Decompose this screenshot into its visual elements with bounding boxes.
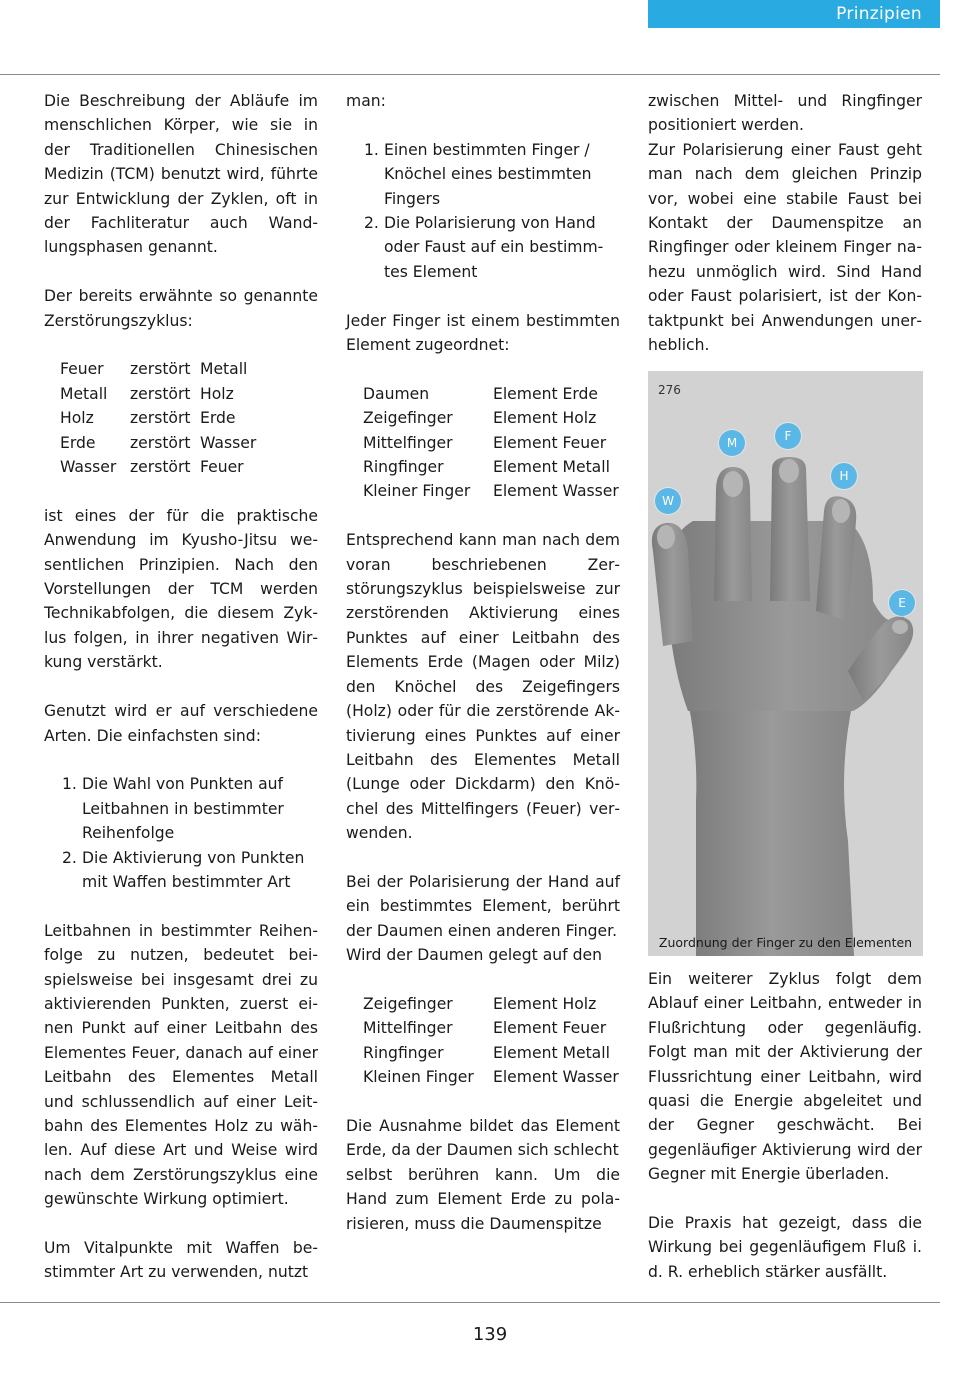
element-name: Element Metall	[493, 1043, 610, 1062]
nail-little	[657, 525, 675, 549]
paragraph: Die Beschreibung der Abläufe im menschlichen Körper, wie sie in der Traditionellen Chinesischen Medizin (TCM) benutzt wird, führte zur Entwicklung der Zyklen, oft in der Fachliteratur auch Wandlungsphasen genannt.	[44, 92, 318, 257]
thumb-contact-table	[363, 992, 619, 1090]
cycle-verb: zerstört	[130, 409, 191, 428]
element-name: Element Wasser	[493, 482, 619, 501]
figure-caption: Zuordnung der Finger zu den Elementen	[658, 935, 913, 950]
cycle-element: Holz	[60, 409, 94, 428]
marker-e: E	[889, 590, 915, 616]
list-number: 1.	[364, 140, 379, 159]
list-item	[364, 138, 620, 211]
paragraph: Ein weiterer Zyklus folgt dem Ablauf einer Leitbahn, entweder in Flußrichtung oder gegenläufig. Folgt man mit der Aktivierung der Flussrichtung einer Leitbahn, wird quasi die Energie abgeleitet und der Gegner geschwächt. Bei gegenläufiger Aktivierung wird der Gegner mit Energie überladen.	[648, 970, 922, 1184]
numbered-list	[62, 772, 318, 894]
cycle-element: Metall	[60, 384, 108, 403]
paragraph: Wird der Daumen gelegt auf den	[346, 946, 602, 965]
table-row	[60, 406, 256, 430]
list-number: 2.	[364, 214, 379, 233]
finger-name: Mittelfinger	[363, 1019, 453, 1038]
paragraph: Entsprechend kann man nach dem voran beschriebenen Zerstörungszyklus beispielsweise zur zerstörenden Aktivierung eines Punktes auf einer Leitbahn des Elements Erde (Magen oder Milz) den Knöchel des Zeigefingers (Holz) oder für die zerstörende Aktivierung eines Punktes auf einer Leitbahn des Elementes Metall (Lunge oder Dickdarm) den Knöchel des Mittelfingers (Feuer) verwenden.	[346, 531, 620, 843]
cycle-verb: zerstört	[130, 360, 191, 379]
element-name: Element Holz	[493, 994, 597, 1013]
element-name: Element Feuer	[493, 433, 607, 452]
paragraph: zwischen Mittel- und Ringfinger positioniert werden.	[648, 92, 922, 135]
list-text: Die Aktivierung von Punkten mit Waffen bestimmter Art	[82, 848, 305, 891]
paragraph: Die Ausnahme bildet das Element Erde, da der Daumen sich schlecht	[346, 1116, 620, 1160]
table-row	[363, 1016, 619, 1040]
finger-name: Kleinen Finger	[363, 1068, 474, 1087]
paragraph: Zur Polarisierung einer Faust geht man nach dem gleichen Prinzip vor, wobei eine stabile Faust bei Kontakt der Daumenspitze an Ringfinger oder kleinem Finger nahezu unmöglich wird. Sind Hand oder Faust polarisiert, ist der Kontaktpunkt bei Anwendungen unerheblich.	[648, 140, 922, 355]
nail-index	[832, 499, 850, 523]
table-row	[363, 455, 619, 479]
paragraph: Genutzt wird er auf verschiedene Arten. Die einfachsten sind:	[44, 702, 318, 745]
finger-name: Mittelfinger	[363, 433, 453, 452]
section-title: Prinzipien	[836, 4, 922, 24]
element-name: Element Erde	[493, 384, 598, 403]
element-name: Element Wasser	[493, 1068, 619, 1087]
marker-m: M	[719, 430, 745, 456]
table-row	[363, 431, 619, 455]
finger-element-table	[363, 382, 619, 504]
cycle-target: Holz	[200, 384, 234, 403]
cycle-target: Erde	[200, 409, 236, 428]
list-text: Einen bestimmten Finger / Knöchel eines bestimmten Fingers	[384, 140, 592, 208]
paragraph: ist eines der für die praktische Anwendung im Kyusho-Jitsu wesentlichen Prinzipien. Nach den Vorstellungen der TCM werden Technikabfolgen, die diesem Zyklus folgen, in ihrer negativen Wirkung verstärkt.	[44, 506, 318, 672]
section-header-tab	[648, 0, 940, 28]
cycle-target: Metall	[200, 360, 248, 379]
paragraph: man:	[346, 92, 386, 110]
paragraph: Jeder Finger ist einem bestimmten Element zugeordnet:	[346, 311, 620, 355]
table-row	[363, 479, 619, 503]
column-3-lower	[648, 967, 922, 1284]
table-row	[60, 431, 256, 455]
nail-middle	[779, 459, 799, 483]
top-rule	[0, 74, 940, 75]
finger-name: Ringfinger	[363, 458, 444, 477]
element-name: Element Feuer	[493, 1019, 607, 1038]
finger-name: Zeigefinger	[363, 994, 453, 1013]
cycle-element: Erde	[60, 433, 96, 452]
nail-ring	[723, 471, 743, 497]
marker-h: H	[831, 463, 857, 489]
cycle-verb: zerstört	[130, 458, 191, 477]
bottom-rule	[0, 1302, 940, 1303]
finger-name: Ringfinger	[363, 1043, 444, 1062]
numbered-list	[364, 138, 620, 284]
table-row	[60, 455, 256, 479]
cycle-verb: zerstört	[130, 384, 191, 403]
figure-number: 276	[658, 383, 681, 397]
paragraph: Um Vitalpunkte mit Waffen bestimmter Art zu verwenden, nutzt	[44, 1238, 318, 1282]
table-row	[60, 357, 256, 381]
destruction-cycle-table	[60, 357, 256, 479]
table-row	[363, 406, 619, 430]
list-text: Die Polarisierung von Hand oder Faust auf ein bestimmtes Element	[384, 214, 604, 281]
table-row	[363, 1041, 619, 1065]
list-item	[62, 772, 318, 845]
list-item	[364, 211, 620, 284]
list-text: Die Wahl von Punkten auf Leitbahnen in bestimmter Reihenfolge	[82, 775, 284, 843]
column-2	[346, 89, 620, 1236]
table-row	[363, 992, 619, 1016]
finger-name: Kleiner Finger	[363, 482, 471, 501]
element-name: Element Metall	[493, 458, 610, 477]
paragraph: Bei der Polarisierung der Hand auf ein bestimmtes Element, berührt der Daumen einen anderen Finger.	[346, 872, 620, 940]
list-item	[62, 846, 318, 895]
paragraph: Der bereits erwähnte so genannte Zerstörungszyklus:	[44, 287, 318, 330]
cycle-element: Wasser	[60, 458, 117, 477]
page-number: 139	[472, 1324, 508, 1345]
table-row	[363, 1065, 619, 1089]
list-number: 1.	[62, 775, 77, 794]
cycle-target: Feuer	[200, 458, 244, 477]
cycle-verb: zerstört	[130, 433, 191, 452]
list-number: 2.	[62, 848, 77, 867]
paragraph: selbst berühren kann. Um die Hand zum Element Erde zu polarisieren, muss die Daumenspitze	[346, 1165, 620, 1233]
column-1	[44, 89, 318, 1285]
finger-name: Daumen	[363, 384, 430, 403]
cycle-target: Wasser	[200, 433, 257, 452]
element-name: Element Holz	[493, 409, 597, 428]
column-3	[648, 89, 922, 357]
marker-f: F	[775, 423, 801, 449]
paragraph: Leitbahnen in bestimmter Reihenfolge zu nutzen, bedeutet beispielsweise bei insgesamt drei zu aktivierenden Punkten, zuerst einen Punkt auf einer Leitbahn des Elementes Feuer, danach auf einer Leitbahn des Elementes Metall und schlussendlich auf einer Leitbahn des Elementes Holz zu wählen. Auf diese Art und Weise wird nach dem Zerstörungszyklus eine gewünschte Wirkung optimiert.	[44, 921, 318, 1209]
marker-w: W	[655, 488, 681, 514]
paragraph: Die Praxis hat gezeigt, dass die Wirkung bei gegenläufigem Fluß i. d. R. erheblich stärker ausfällt.	[648, 1214, 922, 1281]
nail-thumb	[892, 620, 908, 634]
cycle-element: Feuer	[60, 360, 104, 379]
hand-illustration	[648, 371, 923, 956]
table-row	[363, 382, 619, 406]
finger-name: Zeigefinger	[363, 409, 453, 428]
table-row	[60, 382, 256, 406]
hand-figure	[648, 371, 923, 956]
